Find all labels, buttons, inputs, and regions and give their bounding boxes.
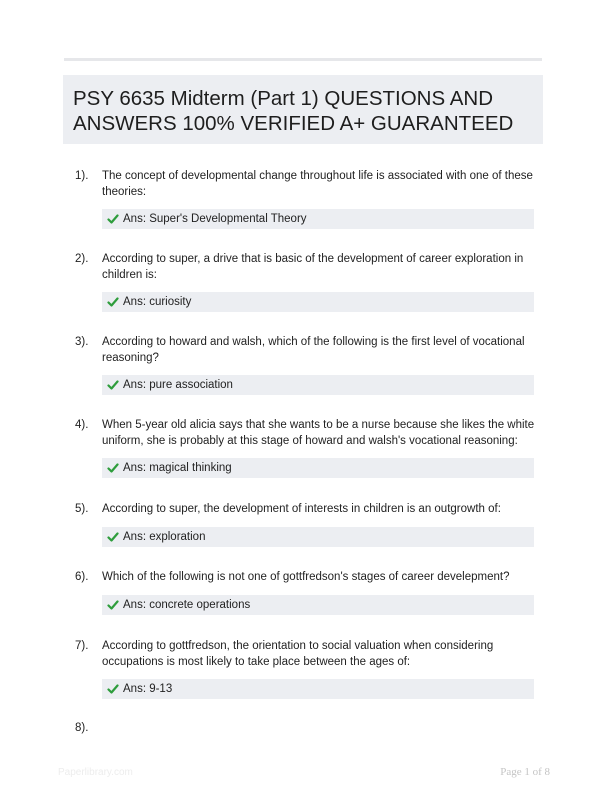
title-banner [63,75,543,144]
question-number: 7). [75,640,89,652]
footer-watermark: Paperlibrary.com [58,767,133,778]
answer-box [102,375,534,395]
question-number: 2). [75,253,89,265]
top-divider [64,58,542,61]
check-icon [107,296,119,308]
answer-box [102,527,534,547]
question-number: 8). [75,722,89,734]
check-icon [107,683,119,695]
question-text: Which of the following is not one of gottfredson's stages of career develepment? [102,571,510,583]
document-title: PSY 6635 Midterm (Part 1) QUESTIONS AND ANSWERS 100% VERIFIED A+ GUARANTEED [73,87,514,135]
question-number: 5). [75,503,89,515]
question-number: 6). [75,571,89,583]
question-text: According to gottfredson, the orientation to social valuation when considering occupations is most likely to take place between the ages of: [102,640,494,668]
answer-box [102,679,534,699]
answer-box [102,458,534,478]
question-text: When 5-year old alicia says that she wants to be a nurse because she likes the white uniform, she is probably at this stage of howard and walsh's vocational reasoning: [102,419,535,447]
check-icon [107,379,119,391]
answer-text: Ans: concrete operations [123,599,251,611]
answer-text: Ans: 9-13 [123,683,173,695]
question-number: 3). [75,336,89,348]
answer-text: Ans: pure association [123,379,233,391]
answer-box [102,292,534,312]
check-icon [107,213,119,225]
answer-text: Ans: magical thinking [123,462,232,474]
answer-text: Ans: Super's Developmental Theory [123,213,307,225]
question-text: According to howard and walsh, which of the following is the first level of vocational reasoning? [102,336,525,364]
answer-box [102,595,534,615]
answer-text: Ans: exploration [123,531,206,543]
check-icon [107,462,119,474]
check-icon [107,531,119,543]
answer-box [102,209,534,229]
page-indicator: Page 1 of 8 [500,766,550,778]
question-text: The concept of developmental change throughout life is associated with one of these theories: [102,170,533,198]
question-number: 4). [75,419,89,431]
question-text: According to super, a drive that is basic of the development of career exploration in children is: [102,253,524,281]
check-icon [107,599,119,611]
question-number: 1). [75,170,89,182]
answer-text: Ans: curiosity [123,296,192,308]
question-text: According to super, the development of interests in children is an outgrowth of: [102,503,501,515]
